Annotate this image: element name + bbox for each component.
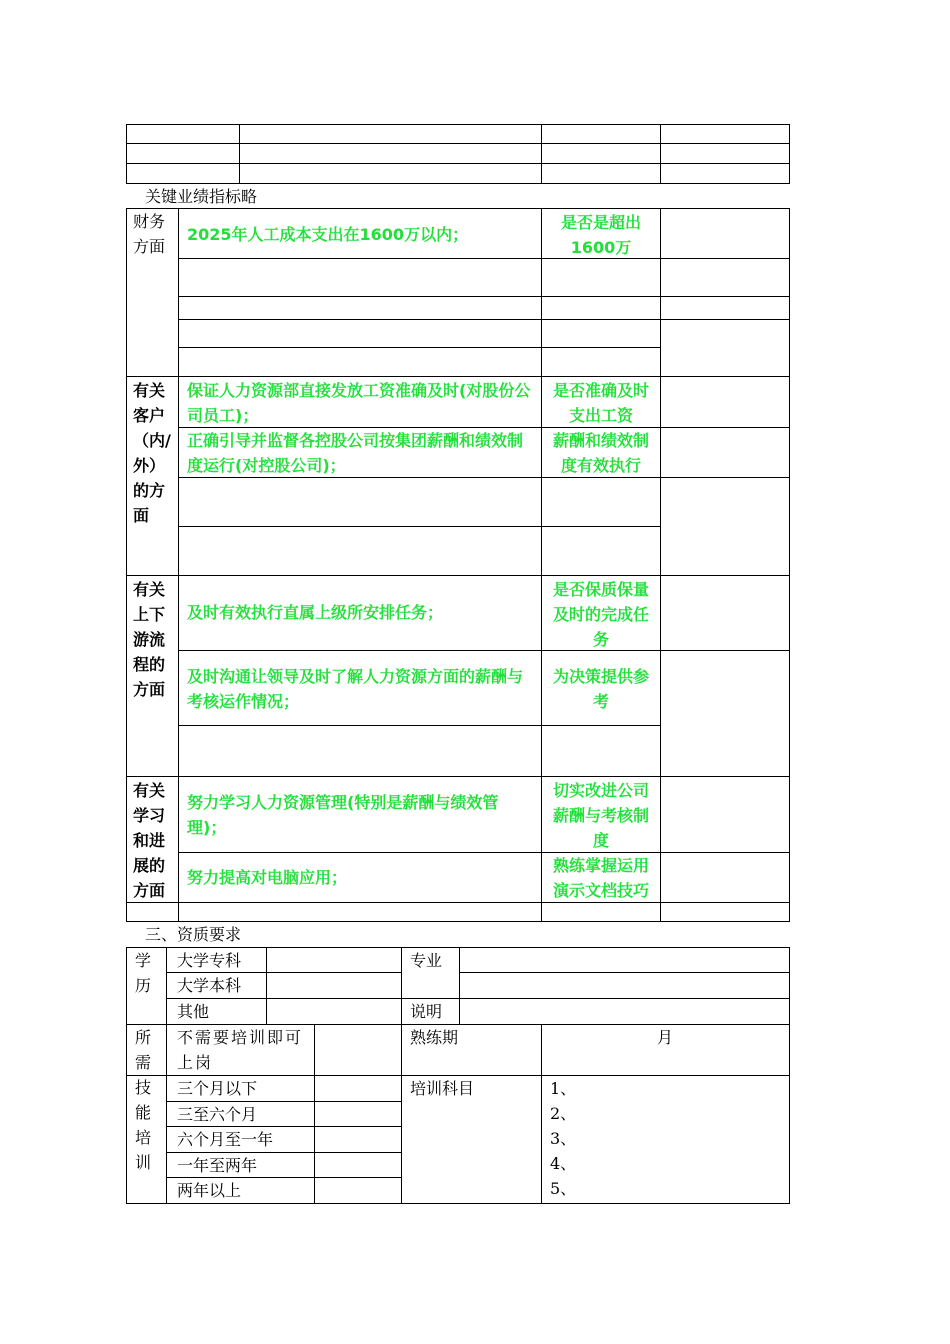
kpi-item: 2025年人工成本支出在1600万以内； [187, 225, 469, 244]
kpi-item: 保证人力资源部直接发放工资准确及时(对股份公司员工)； [187, 381, 531, 425]
major-label: 专业 [410, 951, 443, 970]
familiar-unit: 月 [657, 1028, 674, 1047]
kpi-item: 及时有效执行直属上级所安排任务； [187, 603, 444, 622]
category-customer: 有关客户（内/外）的方面 [133, 381, 171, 525]
category-process: 有关上下游流程的方面 [133, 580, 166, 699]
training-option: 一年至两年 [177, 1156, 258, 1175]
training-option: 三至六个月 [177, 1105, 258, 1124]
kpi-heading: 关键业绩指标略 [145, 187, 258, 206]
subject-item: 4、 [550, 1154, 577, 1173]
training-label: 所需技能培训 [135, 1028, 152, 1172]
kpi-item: 努力提高对电脑应用； [187, 868, 348, 887]
subject-item: 5、 [550, 1179, 577, 1198]
subject-item: 3、 [550, 1129, 577, 1148]
subject-item: 1、 [550, 1079, 577, 1098]
kpi-measure: 是否保质保量及时的完成任务 [552, 580, 649, 649]
training-option: 三个月以下 [177, 1079, 258, 1098]
kpi-measure: 熟练掌握运用演示文档技巧 [552, 856, 649, 900]
education-option: 大学专科 [177, 951, 242, 970]
training-option: 六个月至一年 [177, 1130, 274, 1149]
category-financial: 财务方面 [133, 212, 166, 256]
kpi-measure: 是否是超出1600万 [560, 213, 641, 257]
training-option: 两年以上 [177, 1181, 242, 1200]
kpi-item: 努力学习人力资源管理(特别是薪酬与绩效管理)； [187, 793, 499, 837]
note-label: 说明 [410, 1002, 443, 1021]
familiar-label: 熟练期 [410, 1028, 459, 1047]
kpi-measure: 切实改进公司薪酬与考核制度 [552, 781, 649, 850]
kpi-measure: 薪酬和绩效制度有效执行 [552, 431, 649, 475]
qualification-heading: 三、资质要求 [145, 925, 242, 944]
kpi-item: 及时沟通让领导及时了解人力资源方面的薪酬与考核运作情况； [187, 667, 524, 711]
training-option: 不需要培训即可上岗 [177, 1028, 304, 1072]
education-option: 大学本科 [177, 976, 242, 995]
kpi-measure: 是否准确及时支出工资 [552, 381, 649, 425]
education-option: 其他 [177, 1002, 210, 1021]
kpi-item: 正确引导并监督各控股公司按集团薪酬和绩效制度运行(对控股公司)； [187, 431, 524, 475]
category-learning: 有关学习和进展的方面 [133, 781, 166, 900]
kpi-measure: 为决策提供参考 [552, 667, 649, 711]
subject-item: 2、 [550, 1104, 577, 1123]
education-label: 学历 [135, 951, 152, 995]
subjects-label: 培训科目 [410, 1079, 475, 1098]
